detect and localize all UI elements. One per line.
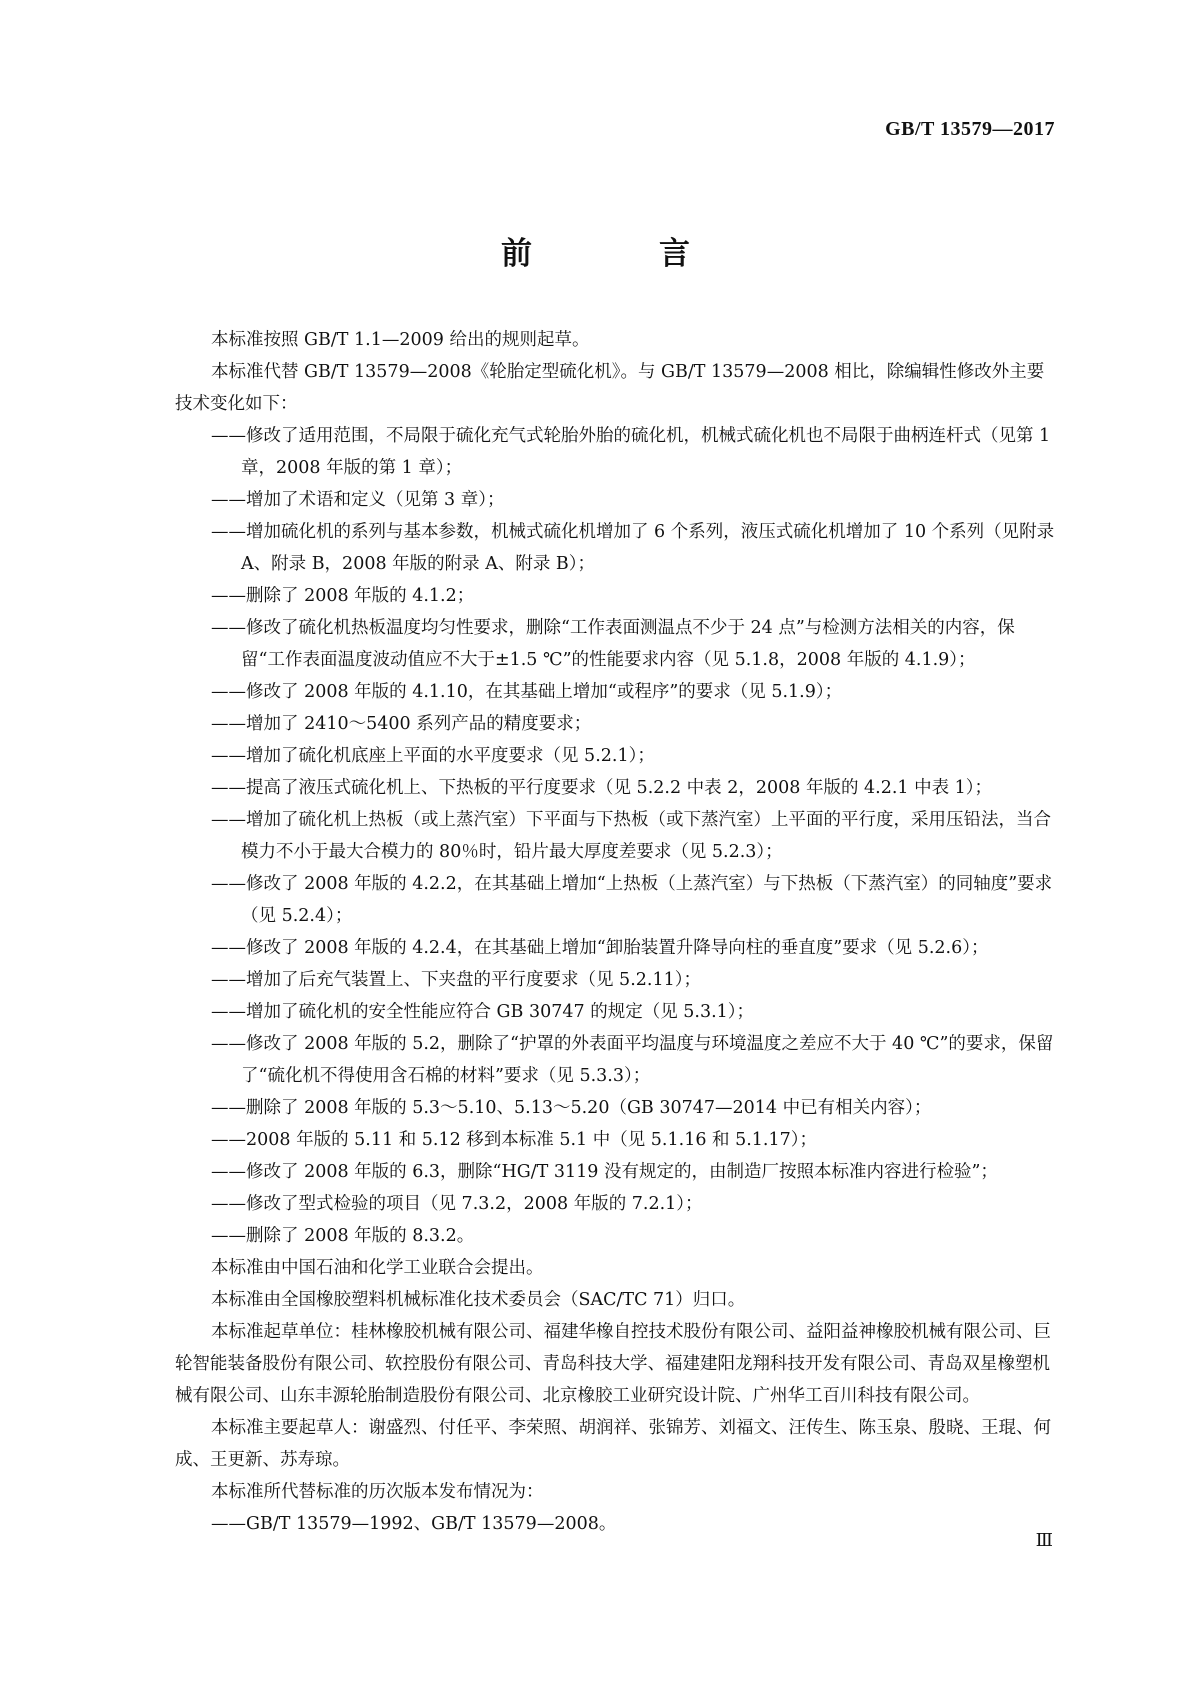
change-item: ——增加硫化机的系列与基本参数，机械式硫化机增加了 6 个系列，液压式硫化机增加了 10 个系列（见附录 A、附录 B，2008 年版的附录 A、附录 B）； (211, 522, 1055, 574)
paragraph: 本标准由中国石油和化学工业联合会提出。 (211, 1258, 544, 1278)
paragraph: 本标准代替 GB/T 13579—2008《轮胎定型硫化机》。与 GB/T 13579—2008 相比，除编辑性修改外主要技术变化如下： (175, 362, 1045, 414)
change-item: ——删除了 2008 年版的 5.3～5.10、5.13～5.20（GB 30747—2014 中已有相关内容）； (211, 1098, 932, 1118)
history-item: ——GB/T 13579—1992、GB/T 13579—2008。 (211, 1514, 617, 1534)
change-item: ——增加了硫化机底座上平面的水平度要求（见 5.2.1）； (211, 746, 655, 766)
change-item: ——修改了 2008 年版的 4.1.10，在其基础上增加“或程序”的要求（见 5.1.9）； (211, 682, 843, 702)
change-item: ——提高了液压式硫化机上、下热板的平行度要求（见 5.2.2 中表 2，2008 年版的 4.2.1 中表 1）； (211, 778, 993, 798)
change-item: ——增加了术语和定义（见第 3 章）； (211, 490, 505, 510)
change-item: ——删除了 2008 年版的 8.3.2。 (211, 1226, 475, 1246)
change-item: ——删除了 2008 年版的 4.1.2； (211, 586, 475, 606)
change-item: ——修改了 2008 年版的 6.3，删除“HG/T 3119 没有规定的，由制造厂按照本标准内容进行检验”； (211, 1162, 998, 1182)
change-item: ——增加了 2410～5400 系列产品的精度要求； (211, 714, 592, 734)
page-number: Ⅲ (1035, 1530, 1053, 1550)
change-item: ——修改了硫化机热板温度均匀性要求，删除“工作表面测温点不少于 24 点”与检测方法相关的内容，保留“工作表面温度波动值应不大于±1.5 ℃”的性能要求内容（见 5.1.8，2008 年版的 4.1.9）； (211, 618, 1015, 670)
drafting-units-paragraph: 本标准起草单位：桂林橡胶机械有限公司、福建华橡自控技术股份有限公司、益阳益神橡胶机械有限公司、巨轮智能装备股份有限公司、软控股份有限公司、青岛科技大学、福建建阳龙翔科技开发有限公司、青岛双星橡塑机械有限公司、山东丰源轮胎制造股份有限公司、北京橡胶工业研究设计院、广州华工百川科技有限公司。 (175, 1322, 1051, 1406)
history-intro-paragraph: 本标准所代替标准的历次版本发布情况为： (211, 1482, 544, 1502)
change-item: ——增加了硫化机上热板（或上蒸汽室）下平面与下热板（或下蒸汽室）上平面的平行度，采用压铅法，当合模力不小于最大合模力的 80％时，铅片最大厚度差要求（见 5.2.3）； (211, 810, 1051, 862)
paragraph: 本标准按照 GB/T 1.1—2009 给出的规则起草。 (211, 330, 590, 350)
change-item: ——修改了 2008 年版的 4.2.2，在其基础上增加“上热板（上蒸汽室）与下热板（下蒸汽室）的同轴度”要求（见 5.2.4）； (211, 874, 1053, 926)
foreword-body (175, 324, 1055, 1540)
change-item: ——修改了适用范围，不局限于硫化充气式轮胎外胎的硫化机，机械式硫化机也不局限于曲柄连杆式（见第 1 章，2008 年版的第 1 章）； (211, 426, 1051, 478)
drafters-paragraph: 本标准主要起草人：谢盛烈、付任平、李荣照、胡润祥、张锦芳、刘福文、汪传生、陈玉泉、殷晓、王琨、何成、王更新、苏寿琼。 (175, 1418, 1051, 1470)
standard-code: GB/T 13579—2017 (885, 118, 1055, 140)
page-title: 前 言 (501, 236, 738, 272)
change-item: ——修改了 2008 年版的 4.2.4，在其基础上增加“卸胎装置升降导向柱的垂直度”要求（见 5.2.6）； (211, 938, 989, 958)
change-item: ——修改了 2008 年版的 5.2，删除了“护罩的外表面平均温度与环境温度之差应不大于 40 ℃”的要求，保留了“硫化机不得使用含石棉的材料”要求（见 5.3.3）； (211, 1034, 1054, 1086)
change-item: ——增加了硫化机的安全性能应符合 GB 30747 的规定（见 5.3.1）； (211, 1002, 755, 1022)
change-item: ——修改了型式检验的项目（见 7.3.2，2008 年版的 7.2.1）； (211, 1194, 703, 1214)
change-item: ——2008 年版的 5.11 和 5.12 移到本标准 5.1 中（见 5.1.16 和 5.1.17）； (211, 1130, 817, 1150)
paragraph: 本标准由全国橡胶塑料机械标准化技术委员会（SAC/TC 71）归口。 (211, 1290, 746, 1310)
change-item: ——增加了后充气装置上、下夹盘的平行度要求（见 5.2.11）； (211, 970, 701, 990)
